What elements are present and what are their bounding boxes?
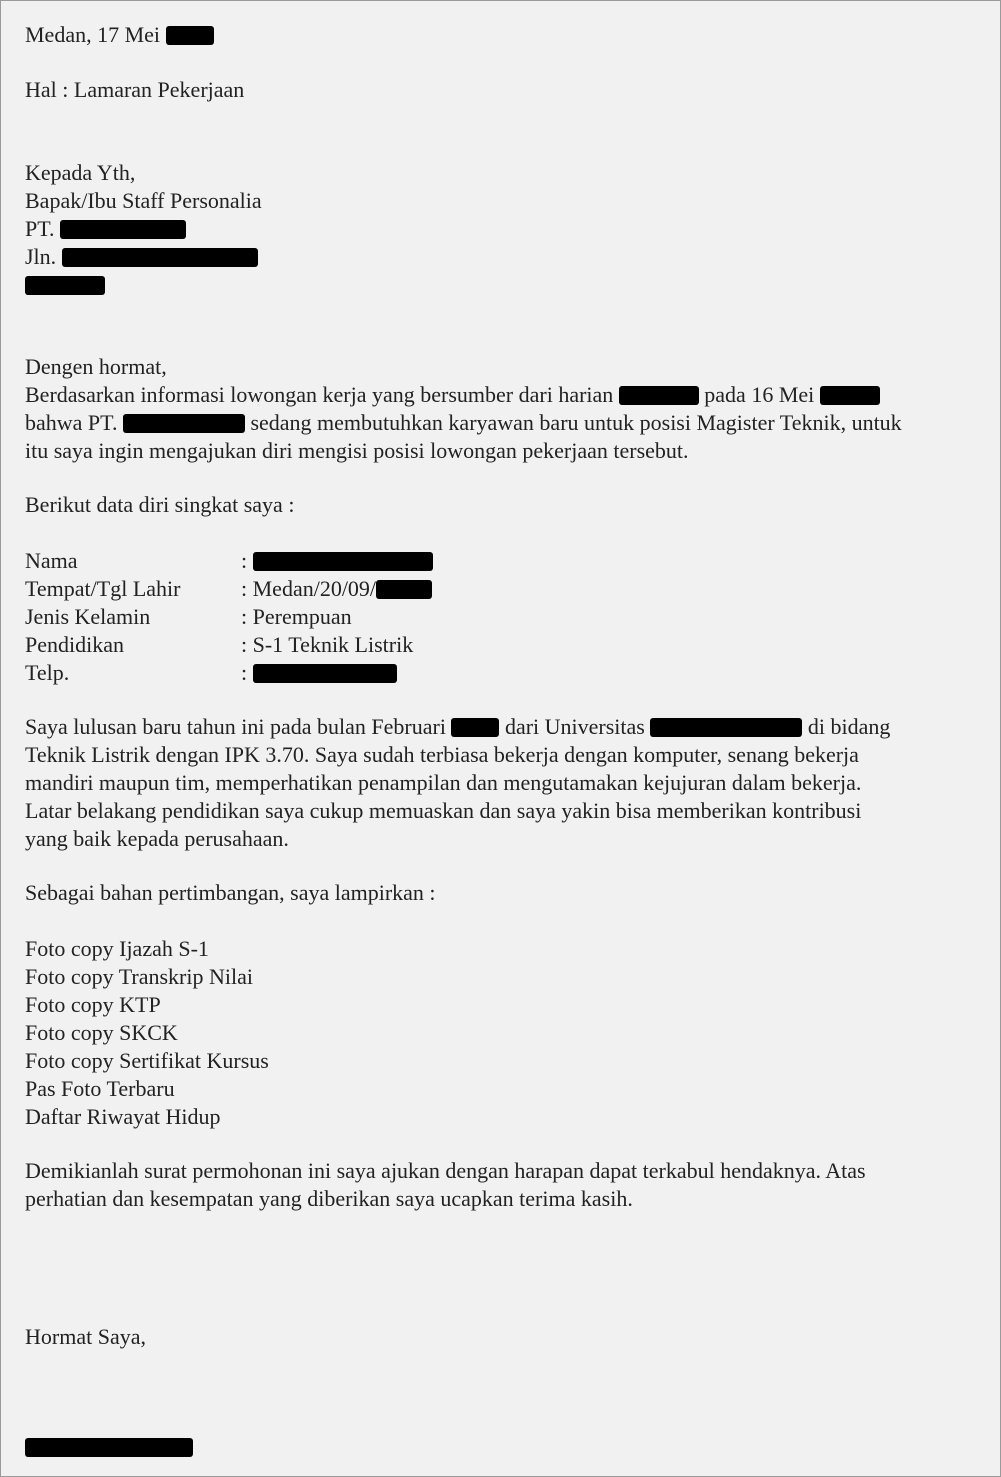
field-telp	[25, 659, 397, 687]
field-ttl	[25, 575, 432, 603]
jk-label: Jenis Kelamin	[25, 604, 151, 629]
recipient-company-line	[25, 215, 186, 243]
redacted-city	[25, 276, 105, 295]
redacted-birth-year	[376, 580, 432, 599]
jk-value: : Perempuan	[241, 604, 352, 629]
para2-text-b: dari Universitas	[504, 714, 645, 739]
regards: Hormat Saya,	[25, 1324, 146, 1349]
redacted-signature-name	[25, 1438, 193, 1457]
telp-colon: :	[241, 660, 248, 685]
redacted-company	[60, 220, 186, 239]
redacted-company	[123, 414, 245, 433]
attachment-item: Foto copy Transkrip Nilai	[25, 964, 253, 989]
para2-text-c: di bidang	[807, 714, 891, 739]
para1-text-c: bahwa PT.	[25, 410, 118, 435]
redacted-name	[253, 552, 433, 571]
pend-label: Pendidikan	[25, 632, 124, 657]
redacted-newspaper	[619, 386, 699, 405]
nama-label: Nama	[25, 548, 78, 573]
redacted-street	[62, 248, 258, 267]
para1-text-d: sedang membutuhkan karyawan baru untuk posisi Magister Teknik, untuk	[250, 410, 902, 435]
place-date: Medan, 17 Mei	[25, 22, 161, 47]
para2-line5: yang baik kepada perusahaan.	[25, 826, 289, 851]
recipient-department: Bapak/Ibu Staff Personalia	[25, 188, 262, 213]
greeting: Dengen hormat,	[25, 354, 167, 379]
recipient-address-line	[25, 243, 258, 271]
recipient-city-line	[25, 271, 105, 299]
redacted-year	[166, 26, 214, 45]
redacted-year	[820, 386, 880, 405]
signature-name-line	[25, 1433, 193, 1461]
attachment-item: Foto copy Ijazah S-1	[25, 936, 209, 961]
pend-value: : S-1 Teknik Listrik	[241, 632, 414, 657]
para1-line1	[25, 381, 880, 409]
personal-data-intro: Berikut data diri singkat saya :	[25, 492, 295, 517]
para1-text-a: Berdasarkan informasi lowongan kerja yang bersumber dari harian	[25, 382, 614, 407]
para2-line3: mandiri maupun tim, memperhatikan penampilan dan mengutamakan kejujuran dalam bekerja.	[25, 770, 862, 795]
redacted-phone	[253, 664, 397, 683]
redacted-grad-year	[451, 718, 499, 737]
closing-line2: perhatian dan kesempatan yang diberikan saya ucapkan terima kasih.	[25, 1186, 633, 1211]
closing-line1: Demikianlah surat permohonan ini saya ajukan dengan harapan dapat terkabul hendaknya. Atas	[25, 1158, 866, 1183]
place-date-line	[25, 21, 214, 49]
attachments-intro: Sebagai bahan pertimbangan, saya lampirkan :	[25, 880, 436, 905]
para1-line2	[25, 409, 902, 437]
field-pendidikan	[25, 631, 413, 659]
attachment-item: Foto copy SKCK	[25, 1020, 178, 1045]
para2-line1	[25, 713, 890, 741]
para1-line3: itu saya ingin mengajukan diri mengisi posisi lowongan pekerjaan tersebut.	[25, 438, 689, 463]
ttl-label: Tempat/Tgl Lahir	[25, 576, 181, 601]
telp-label: Telp.	[25, 660, 70, 685]
field-jenis-kelamin	[25, 603, 352, 631]
redacted-university	[650, 718, 802, 737]
attachment-item: Foto copy KTP	[25, 992, 161, 1017]
ttl-value: : Medan/20/09/	[241, 576, 377, 601]
para2-line4: Latar belakang pendidikan saya cukup memuaskan dan saya yakin bisa memberikan kontribusi	[25, 798, 862, 823]
recipient-salutation: Kepada Yth,	[25, 160, 136, 185]
attachment-item: Pas Foto Terbaru	[25, 1076, 175, 1101]
company-prefix: PT.	[25, 216, 55, 241]
address-prefix: Jln.	[25, 244, 57, 269]
para2-line2: Teknik Listrik dengan IPK 3.70. Saya sudah terbiasa bekerja dengan komputer, senang bekerja	[25, 742, 859, 767]
field-nama	[25, 547, 433, 575]
para1-text-b: pada 16 Mei	[704, 382, 815, 407]
subject-line: Hal : Lamaran Pekerjaan	[25, 77, 245, 102]
para2-text-a: Saya lulusan baru tahun ini pada bulan Februari	[25, 714, 446, 739]
attachment-item: Daftar Riwayat Hidup	[25, 1104, 221, 1129]
nama-colon: :	[241, 548, 248, 573]
attachment-item: Foto copy Sertifikat Kursus	[25, 1048, 269, 1073]
